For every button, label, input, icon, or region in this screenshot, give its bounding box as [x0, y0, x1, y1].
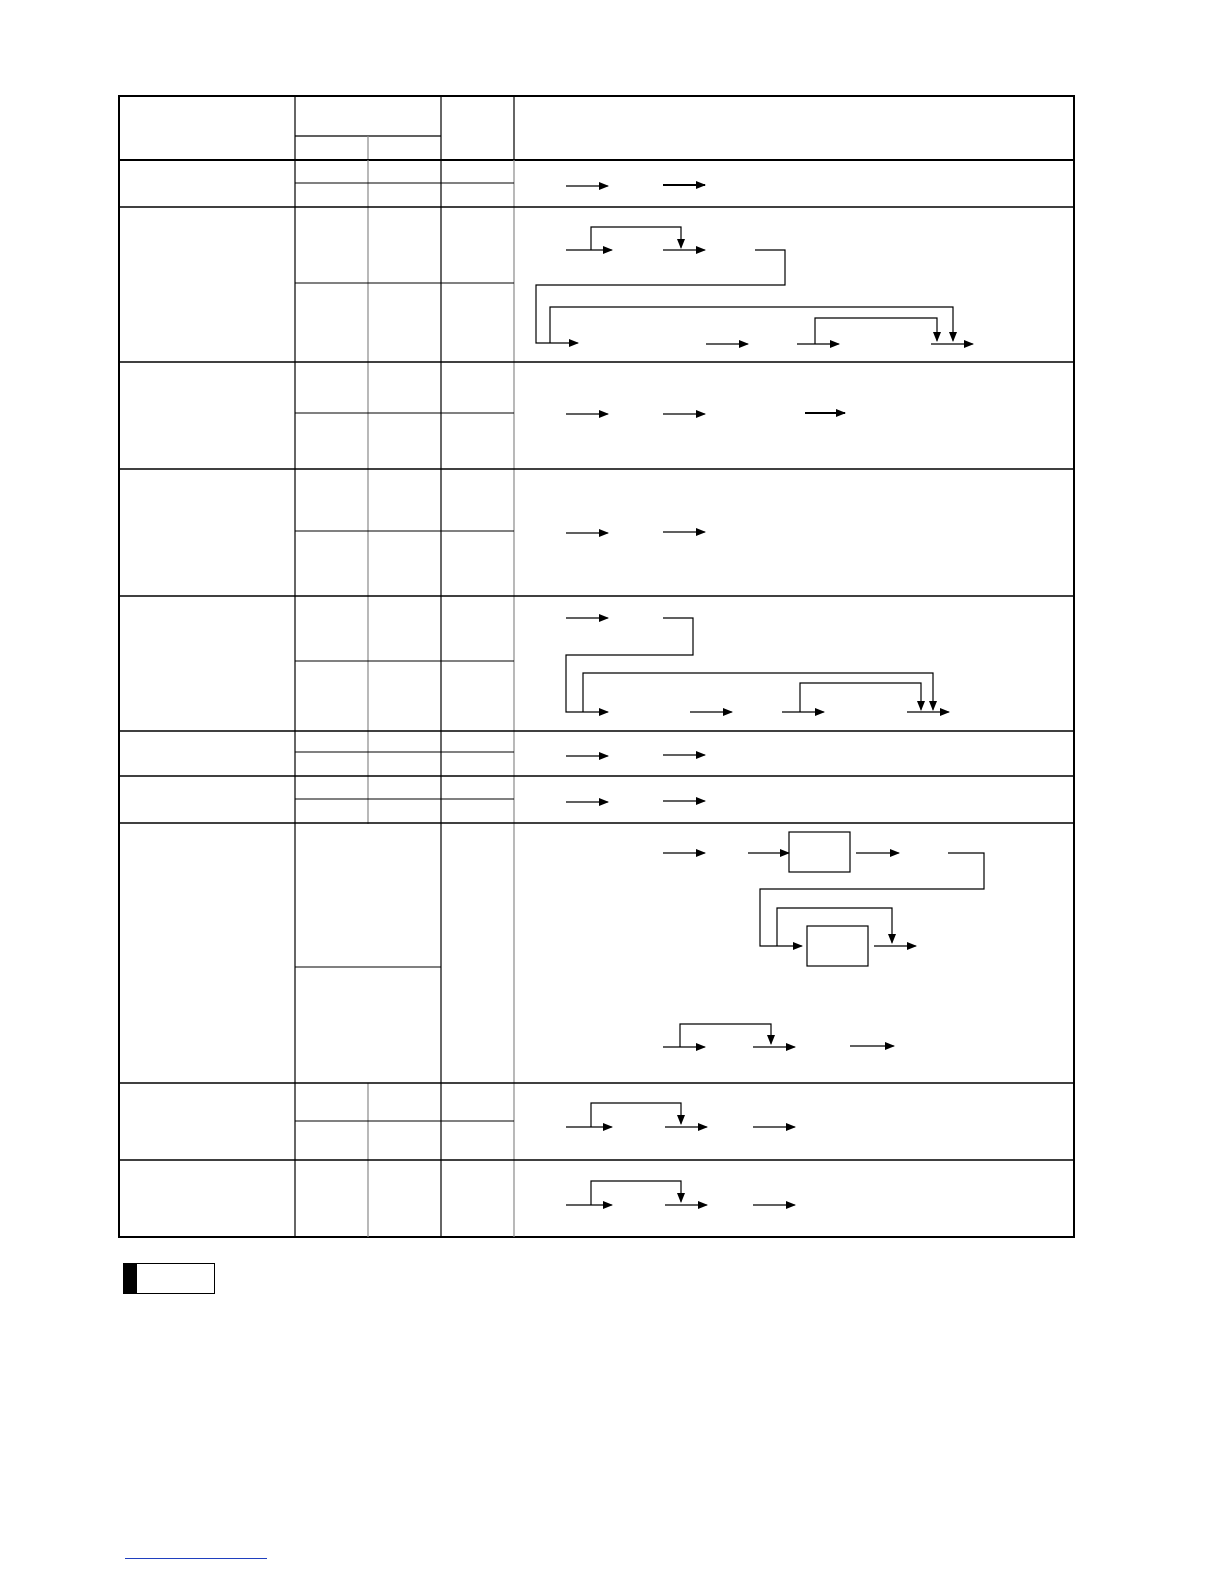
flow-row-9: [566, 1103, 795, 1127]
column-dividers: [295, 160, 514, 1237]
row-dividers: [119, 207, 1074, 1160]
page-label-tab: [123, 1263, 215, 1294]
flow-row-3: [566, 413, 845, 414]
flow-box-2: [807, 926, 868, 966]
footer-rule: [125, 1558, 267, 1559]
flow-row-4: [566, 532, 705, 533]
flow-row-2: [536, 227, 973, 344]
flow-row-6: [566, 755, 705, 756]
flow-row-7: [566, 801, 705, 802]
table-header: [119, 96, 1074, 160]
subrow-dividers: [295, 183, 514, 1121]
flow-box-1: [789, 832, 850, 872]
flow-row-1: [566, 185, 705, 186]
page-label-marker: [124, 1264, 137, 1293]
flow-row-8: [663, 832, 984, 1047]
flow-row-5: [566, 618, 949, 712]
table-frame: [119, 96, 1074, 1237]
flow-row-10: [566, 1181, 795, 1205]
